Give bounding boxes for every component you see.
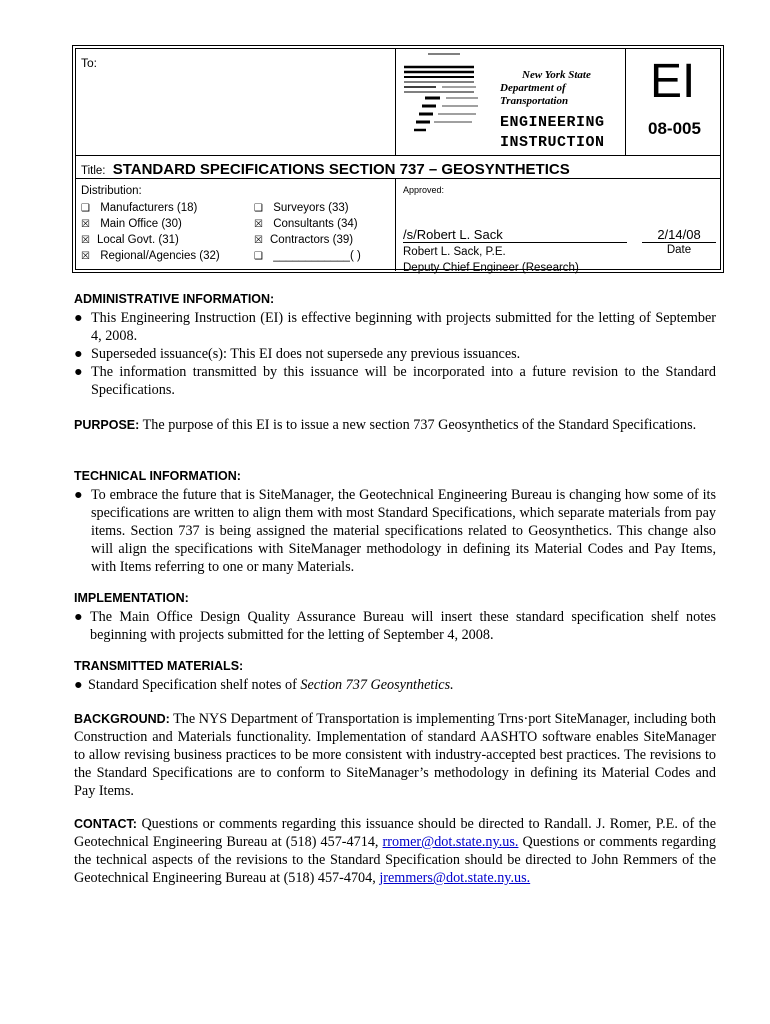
contact-text: Questions or comments regarding the technical aspects of the revisions to the Standard Specification should be directed to John Remmers of the Geotechnical Engineering Bureau at (518) 457-4704, [74,834,716,886]
signer-title: Deputy Chief Engineer (Research) [403,262,579,274]
technical-bullet-text: To embrace the future that is SiteManager, the Geotechnical Engineering Bureau is changing how some of its specifications are written to align them with most Standard Specifications, which separate materials from pay items. Section 737 is being assigned the material specifications related to Geosynthetics. This change also will align the specifications with SiteManager methodology in defining its Material Codes and Pay Items, with Items referring to one or many Materials. [91,487,716,575]
header-box [72,45,724,273]
admin-bullet [74,309,716,345]
checkbox-icon: ❑ [254,203,263,214]
signature-date: 2/14/08 [642,227,716,243]
divider [76,178,720,179]
signer-block [403,244,579,276]
divider [395,49,396,155]
contact-text: Questions or comments regarding this issuance should be directed to Randall. J. Romer, P.E. of the Geotechnical Engineering Bureau at (518) 457-4714, [74,816,716,850]
agency-name [500,69,591,108]
agency-line: New York State [522,69,591,81]
admin-bullet-text: This Engineering Instruction (EI) is effective beginning with projects submitted for the letting of September 4, 2008. [91,310,716,344]
bullet-icon: ● [74,677,83,693]
email-link-remmers[interactable]: jremmers@dot.state.ny.us. [379,870,531,886]
distribution-item-label: Regional/Agencies (32) [100,250,220,262]
admin-bullet [74,363,716,399]
nysdot-logo-icon [398,51,482,141]
transmitted-bullet [74,676,716,694]
admin-bullet-text: The information transmitted by this issuance will be incorporated into a future revision to the Standard Specifications. [91,364,716,398]
technical-bullet [74,486,716,576]
divider [76,155,720,156]
contact-section [74,815,716,887]
email-link-romer[interactable]: rromer@dot.state.ny.us. [382,834,519,850]
admin-heading: ADMINISTRATIVE INFORMATION: [74,292,275,306]
distribution-item-label: Manufacturers (18) [100,202,198,214]
document-type-line: INSTRUCTION [500,134,605,151]
distribution-item-label: Consultants (34) [273,218,358,230]
implementation-bullet-text: The Main Office Design Quality Assurance Bureau will insert these standard specification shelf notes beginning with projects submitted for the letting of September 4, 2008. [90,609,716,643]
transmitted-bullet-title: Section 737 Geosynthetics. [300,677,454,693]
purpose-heading: PURPOSE: [74,418,140,432]
agency-line: Transportation [500,95,569,107]
implementation-heading: IMPLEMENTATION: [74,591,189,605]
distribution-item-label: Surveyors (33) [273,202,349,214]
ei-number: 08-005 [648,119,701,138]
distribution-item-label: Local Govt. (31) [97,234,179,246]
distribution-item [254,234,353,246]
bullet-icon: ● [74,346,83,362]
divider [395,178,396,271]
title-row [81,161,570,178]
technical-heading: TECHNICAL INFORMATION: [74,469,241,483]
ei-label: EI [650,55,696,108]
admin-bullet-text: Superseded issuance(s): This EI does not supersede any previous issuances. [91,346,521,362]
divider [625,49,626,155]
bullet-icon: ● [74,364,83,380]
background-heading: BACKGROUND: [74,712,170,726]
purpose-text: The purpose of this EI is to issue a new section 737 Geosynthetics of the Standard Specifications. [142,417,697,433]
checkbox-icon: ❑ [254,251,263,262]
header-inner-frame [75,48,721,274]
implementation-bullet [74,608,716,644]
signer-name: Robert L. Sack, P.E. [403,246,506,258]
distribution-item [81,250,220,262]
checkbox-icon: ❑ [81,203,90,214]
admin-bullet [74,345,716,363]
agency-line: Department of [500,82,566,94]
approved-label: Approved: [403,185,445,195]
checked-box-icon: ☒ [254,219,263,230]
document-type [500,113,605,153]
purpose-section [74,416,716,434]
distribution-item [254,202,349,214]
transmitted-heading: TRANSMITTED MATERIALS: [74,659,244,673]
transmitted-bullet-text: Standard Specification shelf notes of [88,677,301,693]
background-section [74,710,716,800]
document-title: STANDARD SPECIFICATIONS SECTION 737 – GEOSYNTHETICS [112,161,570,178]
checked-box-icon: ☒ [254,235,263,246]
bullet-icon: ● [74,609,83,625]
background-text: The NYS Department of Transportation is implementing Trns·port SiteManager, including both Construction and Materials functionality. Implementation of standard AASHTO software enables SiteManager to allow revising business practices to be more consistent with industry-accepted best practices. The revisions to the Standard Specifications are to conform to SiteManager’s methodology in defining its Material Codes and Pay Items. [74,711,716,799]
distribution-item [254,250,361,262]
checked-box-icon: ☒ [81,219,90,230]
distribution-item-label: Contractors (39) [270,234,354,246]
contact-heading: CONTACT: [74,817,137,831]
checked-box-icon: ☒ [81,251,90,262]
distribution-item-label: Main Office (30) [100,218,182,230]
title-label: Title: [81,165,106,177]
date-label: Date [666,244,692,256]
bullet-icon: ● [74,310,83,326]
distribution-label: Distribution: [81,185,142,197]
checked-box-icon: ☒ [81,235,90,246]
distribution-item [81,234,179,246]
distribution-item [81,218,182,230]
bullet-icon: ● [74,487,83,503]
document-type-line: ENGINEERING [500,114,605,131]
distribution-item-label: ____________( ) [273,250,361,262]
distribution-item [81,202,197,214]
distribution-item [254,218,358,230]
signature: /s/Robert L. Sack [403,227,627,243]
to-label: To: [81,56,98,70]
